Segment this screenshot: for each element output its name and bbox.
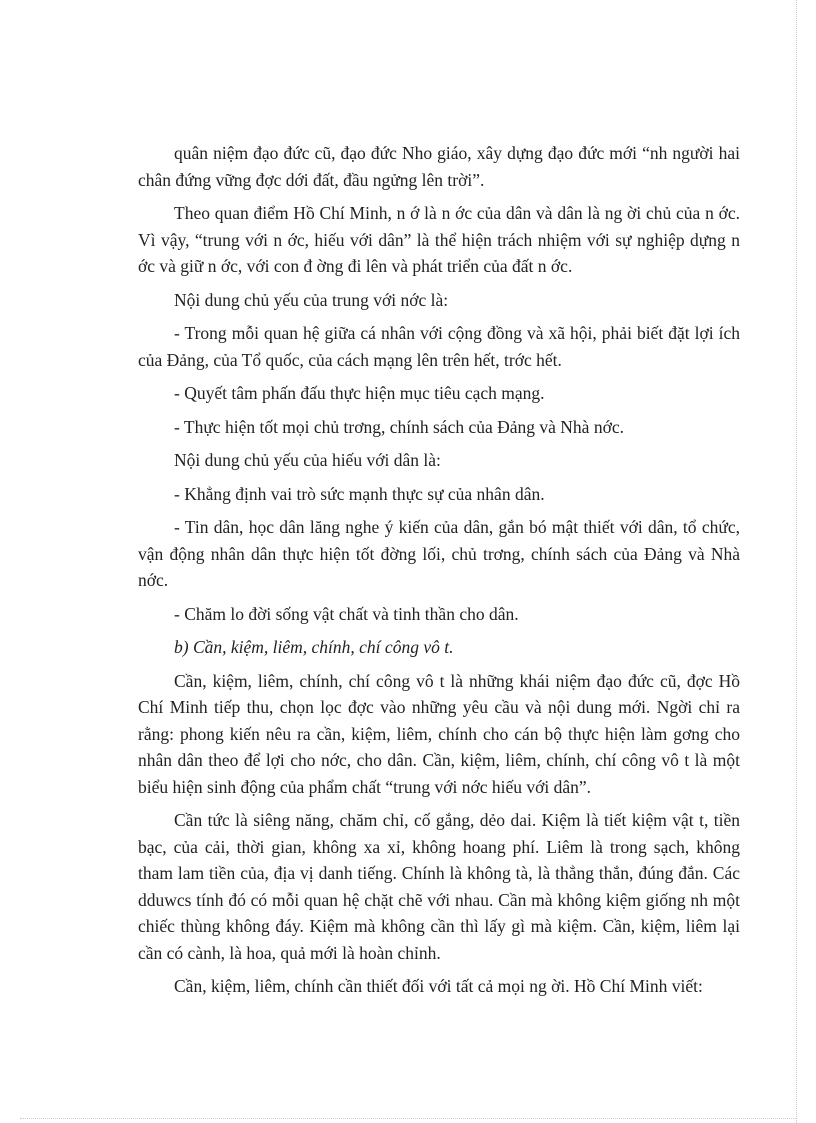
paragraph: Nội dung chủ yếu của trung với nớc là: [174,289,449,310]
page-right-border [796,0,797,1123]
paragraph: - Chăm lo đời sống vật chất và tinh thần cho dân. [174,603,519,624]
paragraph: - Quyết tâm phấn đấu thực hiện mục tiêu cạch mạng. [174,383,545,403]
paragraph: - Trong mỗi quan hệ giữa cá nhân với cộng đồng và xã hội, phải biết đặt lợi ích của Đảng, của Tổ quốc, của cách mạng lên trên hết, trớc hết. [138,323,740,370]
body-text [138,140,740,1007]
paragraph: quân niệm đạo đức cũ, đạo đức Nho giáo, xây dựng đạo đức mới “nh người hai chân đứng vững đợc dới đất, đầu ngửng lên trời”. [138,143,740,190]
paragraph: Cần, kiệm, liêm, chính cần thiết đối với tất cả mọi ng ời. Hồ Chí Minh viết: [174,976,703,996]
paragraph: Cần, kiệm, liêm, chính, chí công vô t là những khái niệm đạo đức cũ, đợc Hồ Chí Minh tiếp thu, chọn lọc đợc vào những yêu cầu và nội dung mới. Ngời chỉ ra rằng: phong kiến nêu ra cần, kiệm, liêm, chính cho cán bộ thực hiện làm gơng cho nhân dân theo để lợi cho nớc, cho dân. Cần, kiệm, liêm, chính, chí công vô t là một biểu hiện sinh động của phẩm chất “trung với nớc hiếu với dân”. [138,670,740,797]
page-bottom-border [20,1118,796,1119]
paragraph: Nội dung chủ yếu của hiếu với dân là: [174,450,441,470]
section-heading: b) Cần, kiệm, liêm, chính, chí công vô t. [174,637,454,657]
paragraph: - Thực hiện tốt mọi chủ trơng, chính sách của Đảng và Nhà nớc. [174,416,624,437]
paragraph: - Tin dân, học dân lăng nghe ý kiến của dân, gắn bó mật thiết với dân, tổ chức, vận động nhân dân thực hiện tốt đờng lối, chủ trơng, chính sách của Đảng và Nhà nớc. [138,517,740,590]
paragraph: Theo quan điểm Hồ Chí Minh, n ớ là n ớc của dân và dân là ng ời chủ của n ớc. Vì vậy, “trung với n ớc, hiếu với dân” là thể hiện trách nhiệm với sự nghiệp dựng n ớc và giữ n ớc, với con đ ờng đi lên và phát triển của đất n ớc. [138,203,740,276]
paragraph: - Khẳng định vai trò sức mạnh thực sự của nhân dân. [174,483,545,504]
paragraph: Cần tức là siêng năng, chăm chỉ, cố gắng, dẻo dai. Kiệm là tiết kiệm vật t, tiền bạc, của cải, thời gian, không xa xỉ, không hoang phí. Liêm là trong sạch, không tham lam tiền của, địa vị danh tiếng. Chính là không tà, là thẳng thắn, đúng đắn. Các dduwcs tính đó có mỗi quan hệ chặt chẽ với nhau. Cần mà không kiệm giống nh một chiếc thùng không đáy. Kiệm mà không cần thì lấy gì mà kiệm. Cần, kiệm, liêm lại cần có cành, là hoa, quả mới là hoàn chỉnh. [138,810,740,963]
